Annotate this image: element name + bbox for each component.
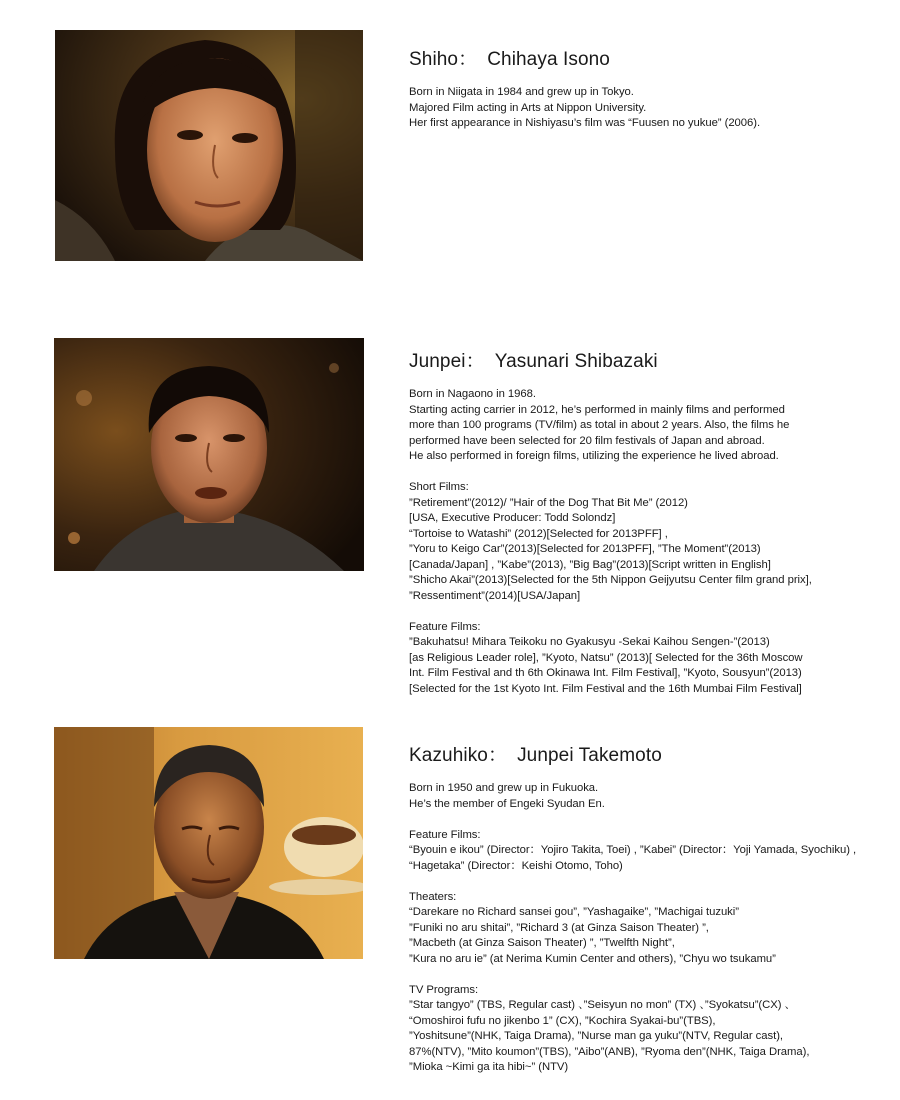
role-name: Kazuhiko： (409, 745, 508, 766)
credit-line: ”Retirement”(2012)/ ”Hair of the Dog That Bit Me” (2012) (409, 496, 688, 509)
profile-photo-shiho (55, 30, 363, 261)
credit-line: ”Yoshitsune”(NHK, Taiga Drama), ”Nurse man ga yuku”(NTV, Regular cast), (409, 1030, 783, 1042)
bio-line: more than 100 programs (TV/film) as total in about 2 years. Also, the films he (409, 419, 790, 431)
bio-line: Starting acting carrier in 2012, he’s performed in mainly films and performed (409, 403, 785, 416)
section-heading: Theaters: (409, 890, 457, 903)
bio-line: Born in Nagaono in 1968. (409, 388, 536, 400)
bio-line: Majored Film acting in Arts at Nippon University. (409, 101, 647, 114)
credit-line: ”Macbeth (at Ginza Saison Theater) ”, ”Twelfth Night”, (409, 937, 675, 949)
role-name: Shiho： (409, 49, 478, 70)
section-heading: Feature Films: (409, 620, 481, 633)
bio-line: He also performed in foreign films, utilizing the experience he lived abroad. (409, 450, 779, 462)
credit-line: [USA, Executive Producer: Todd Solondz] (409, 512, 616, 524)
credit-line: “Hagetaka” (Director：Keishi Otomo, Toho) (409, 859, 623, 872)
bio-line: Her first appearance in Nishiyasu’s film was “Fuusen no yukue” (2006). (409, 117, 761, 129)
credit-line: “Omoshiroi fufu no jikenbo 1” (CX), ”Kochira Syakai-bu”(TBS), (409, 1014, 716, 1027)
credit-line: [Canada/Japan] , ”Kabe”(2013), ”Big Bag”(2013)[Script written in English] (409, 558, 771, 571)
actor-name: Chihaya Isono (487, 49, 610, 70)
profile-junpei (409, 350, 889, 697)
credit-line: ”Funiki no aru shitai”, ”Richard 3 (at Ginza Saison Theater) ”, (409, 921, 709, 934)
section-heading: TV Programs: (409, 983, 479, 996)
feature-films-block (409, 620, 889, 698)
short-films-block (409, 480, 889, 604)
credit-line: ”Mioka ~Kimi ga ita hibi~” (NTV) (409, 1061, 569, 1073)
credit-line: “Byouin e ikou” (Director：Yojiro Takita, Toei) , ”Kabei” (Director：Yoji Yamada, Syochiku) , (409, 844, 857, 856)
profile-kazuhiko (409, 744, 889, 1076)
bio-block (409, 781, 889, 812)
tv-programs-block (409, 983, 889, 1076)
credit-line: ”Kura no aru ie” (at Nerima Kumin Center and others), ”Chyu wo tsukamu” (409, 952, 776, 965)
credit-line: ”Bakuhatsu! Mihara Teikoku no Gyakusyu -Sekai Kaihou Sengen-”(2013) (409, 636, 770, 648)
bio-line: performed have been selected for 20 film festivals of Japan and abroad. (409, 434, 765, 447)
credit-line: [Selected for the 1st Kyoto Int. Film Festival and the 16th Mumbai Film Festival] (409, 682, 802, 695)
bio-line: Born in 1950 and grew up in Fukuoka. (409, 782, 599, 794)
role-name: Junpei： (409, 351, 485, 372)
profile-photo-junpei (54, 338, 364, 571)
theaters-block (409, 890, 889, 968)
bio-block (409, 387, 889, 465)
profile-photo-kazuhiko (54, 727, 363, 959)
profile-shiho (409, 48, 889, 132)
credit-line: ”Yoru to Keigo Car”(2013)[Selected for 2013PFF], ”The Moment”(2013) (409, 543, 761, 555)
actor-name: Yasunari Shibazaki (494, 351, 658, 372)
section-heading: Feature Films: (409, 828, 481, 841)
profile-heading (409, 744, 889, 768)
credit-line: “Tortoise to Watashi” (2012)[Selected for 2013PFF] , (409, 527, 668, 540)
actor-name: Junpei Takemoto (517, 745, 662, 766)
credit-line: ”Star tangyo” (TBS, Regular cast) 、”Seisyun no mon” (TX) 、”Syokatsu”(CX) 、 (409, 999, 796, 1011)
section-heading: Short Films: (409, 481, 469, 493)
credit-line: ”Ressentiment”(2014)[USA/Japan] (409, 589, 581, 602)
credit-line: “Darekare no Richard sansei gou”, ”Yashagaike”, ”Machigai tuzuki” (409, 906, 739, 918)
bio-line: He’s the member of Engeki Syudan En. (409, 797, 605, 810)
credit-line: 87%(NTV), ”Mito koumon”(TBS), ”Aibo”(ANB), ”Ryoma den”(NHK, Taiga Drama), (409, 1045, 810, 1058)
credit-line: ”Shicho Akai”(2013)[Selected for the 5th Nippon Geijyutsu Center film grand prix], (409, 574, 812, 586)
bio-block (409, 85, 889, 132)
credit-line: Int. Film Festival and th 6th Okinawa Int. Film Festival], ”Kyoto, Sousyun”(2013) (409, 667, 802, 679)
profile-heading (409, 350, 889, 374)
profile-heading (409, 48, 889, 72)
bio-line: Born in Niigata in 1984 and grew up in Tokyo. (409, 86, 634, 98)
credit-line: [as Religious Leader role], ”Kyoto, Natsu” (2013)[ Selected for the 36th Moscow (409, 651, 803, 664)
feature-films-block (409, 828, 889, 875)
